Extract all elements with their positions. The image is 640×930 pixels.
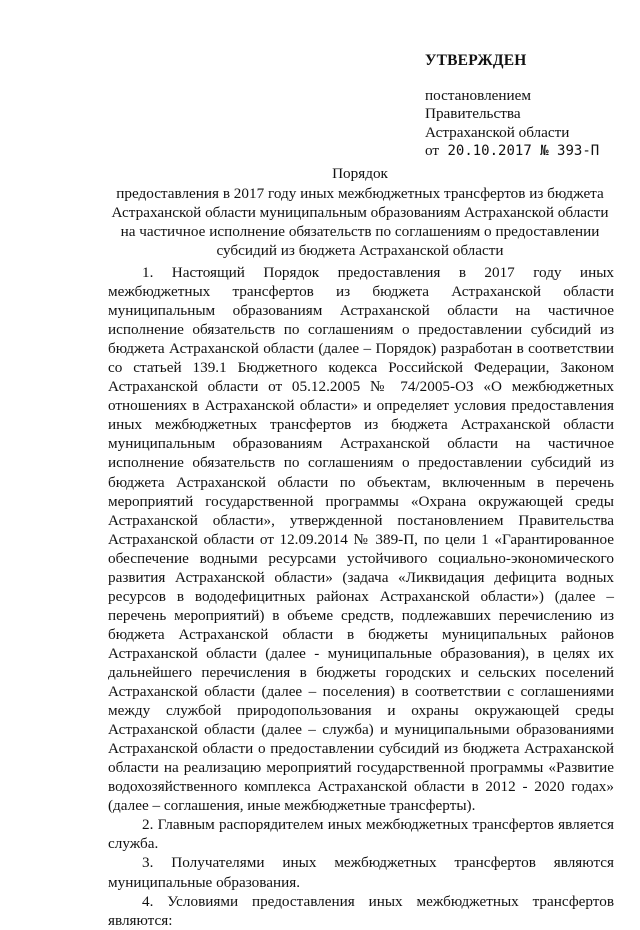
approval-date-value: 20.10.2017 № 393-П [447,143,600,159]
paragraph-1: 1. Настоящий Порядок предоставления в 2017 году иных межбюджетных трансфертов из бюджета Астраханской области муниципальным образованиям Астраханской области на частичное исполнение обязательств по соглашениям о предоставлении субсидий из бюджета Астраханской области (далее – Порядок) разработан в соответствии со статьей 139.1 Бюджетного кодекса Российской Федерации, Законом Астраханской области от 05.12.2005 № 74/2005-ОЗ «О межбюджетных отношениях в Астраханской области» и определяет условия предоставления иных межбюджетных трансфертов из бюджета Астраханской области муниципальным образованиям Астраханской области на частичное исполнение обязательств по соглашениям о предоставлении субсидий из бюджета Астраханской области по объектам, включенным в перечень мероприятий государственной программы «Охрана окружающей среды Астраханской области», утвержденной постановлением Правительства Астраханской области от 12.09.2014 № 389-П, по цели 1 «Гарантированное обеспечение водными ресурсами устойчивого социально-экономического развития Астраханской области» (задача «Ликвидация дефицита водных ресурсов в вододефицитных районах Астраханской области») (далее – перечень мероприятий) в объеме средств, подлежавших перечислению из бюджета Астраханской области в бюджеты муниципальных районов Астраханской области (далее - муниципальные образования), в целях их дальнейшего перечисления в бюджеты городских и сельских поселений Астраханской области (далее – поселения) в соответствии с соглашениями между службой природопользования и охраны окружающей среды Астраханской области (далее – служба) и муниципальными образованиями Астраханской области о предоставлении субсидий из бюджета Астраханской области на реализацию мероприятий государственной программы «Развитие водохозяйственного комплекса Астраханской области в 2012 - 2020 годах» (далее – соглашения, иные межбюджетные трансферты). [108,264,614,815]
approval-line-1: постановлением [425,86,532,104]
paragraph-3: 3. Получателями иных межбюджетных трансфертов являются муниципальные образования. [108,854,614,891]
title-heading: Порядок [332,165,388,182]
approval-stamp: УТВЕРЖДЕН [425,52,527,69]
approval-date-prefix: от [425,142,440,159]
document-title [105,164,615,260]
document-body [108,263,614,930]
paragraph-4: 4. Условиями предоставления иных межбюджетных трансфертов являются: [108,892,614,929]
approval-line-2: Правительства [425,105,521,122]
title-line-2: Астраханской области муниципальным образованиям Астраханской области [111,204,609,221]
approval-block [425,52,625,161]
paragraph-2: 2. Главным распорядителем иных межбюджетных трансфертов является служба. [108,816,614,853]
approval-date [425,142,625,161]
title-line-1: предоставления в 2017 году иных межбюджетных трансфертов из бюджета [116,185,604,202]
title-line-4: субсидий из бюджета Астраханской области [216,242,504,259]
approval-line-3: Астраханской области [425,123,570,141]
title-line-3: на частичное исполнение обязательств по соглашениям о предоставлении [120,223,600,240]
